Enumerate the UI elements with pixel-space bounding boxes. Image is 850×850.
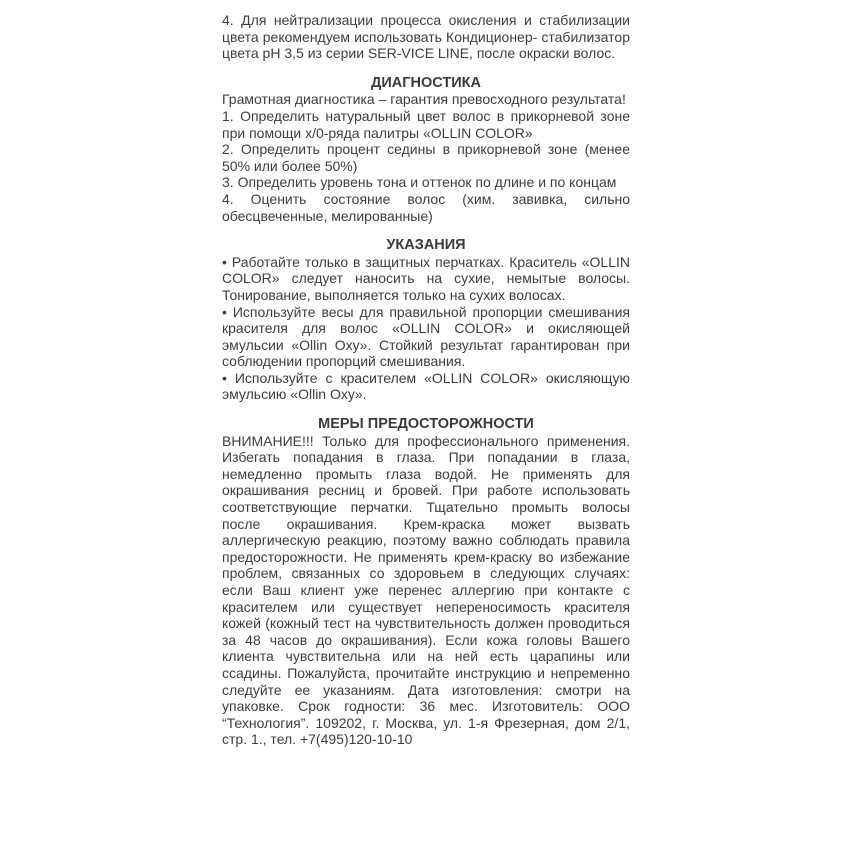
- paragraph-directions-bullet-2: • Используйте весы для правильной пропорции смешивания красителя для волос «OLLIN COLOR» и окисляющей эмульсии «Ollin Oxy». Стойкий результат гарантирован при соблюдении пропорций смешивания.: [222, 303, 630, 370]
- paragraph-precautions-warning: ВНИМАНИЕ!!! Только для профессионального применения. Избегать попадания в глаза. При попадании в глаза, немедленно промыть глаза водой. Не применять для окрашивания ресниц и бровей. При работе использовать соответствующие перчатки. Тщательно промыть волосы после окрашивания. Крем-краска может вызвать аллергическую реакцию, поэтому важно соблюдать правила предосторожности. Не применять крем-краску во избежание проблем, связанных со здоровьем в следующих случаях: если Ваш клиент уже перенес аллергию при контакте с красителем или существует непереносимость красителя кожей (кожный тест на чувствительность должен проводиться за 48 часов до окрашивания). Если кожа головы Вашего клиента чувствительна или на ней есть царапины или ссадины. Пожалуйста, прочитайте инструкцию и непременно следуйте ее указаниям. Дата изготовления: смотри на упаковке. Срок годности: 36 мес. Изготовитель: ООО “Технология”. 109202, г. Москва, ул. 1-я Фрезерная, дом 2/1, стр. 1., тел. +7(495)120-10-10: [222, 432, 630, 748]
- paragraph-directions-bullet-1: • Работайте только в защитных перчатках. Краситель «OLLIN COLOR» следует наносить на сухие, немытые волосы. Тонирование, выполняется только на сухих волосах.: [222, 253, 630, 303]
- section-heading-precautions: МЕРЫ ПРЕДОСТОРОЖНОСТИ: [318, 416, 534, 433]
- document-text-column: [222, 12, 630, 748]
- paragraph-diagnostics-step-4: 4. Оценить состояние волос (хим. завивка, сильно обесцвеченные, мелированные): [222, 190, 630, 224]
- paragraph-neutralization-note: 4. Для нейтрализации процесса окисления и стабилизации цвета рекомендуем использовать Кондиционер- стабилизатор цвета pH 3,5 из серии SER-VICE LINE, после окраски волос.: [222, 12, 630, 62]
- paragraph-diagnostics-step-1: 1. Определить натуральный цвет волос в прикорневой зоне при помощи х/0-ряда палитры «OLLIN COLOR»: [222, 107, 630, 141]
- paragraph-diagnostics-step-2: 2. Определить процент седины в прикорневой зоне (менее 50% или более 50%): [222, 141, 630, 174]
- section-heading-directions: УКАЗАНИЯ: [386, 237, 466, 254]
- section-heading-diagnostics: ДИАГНОСТИКА: [371, 74, 481, 91]
- paragraph-diagnostics-step-3: 3. Определить уровень тона и оттенок по длине и по концам: [222, 174, 617, 191]
- paragraph-directions-bullet-3: • Используйте с красителем «OLLIN COLOR» окисляющую эмульсию «Ollin Oxy».: [222, 369, 630, 403]
- paragraph-diagnostics-intro: Грамотная диагностика – гарантия превосходного результата!: [222, 91, 626, 108]
